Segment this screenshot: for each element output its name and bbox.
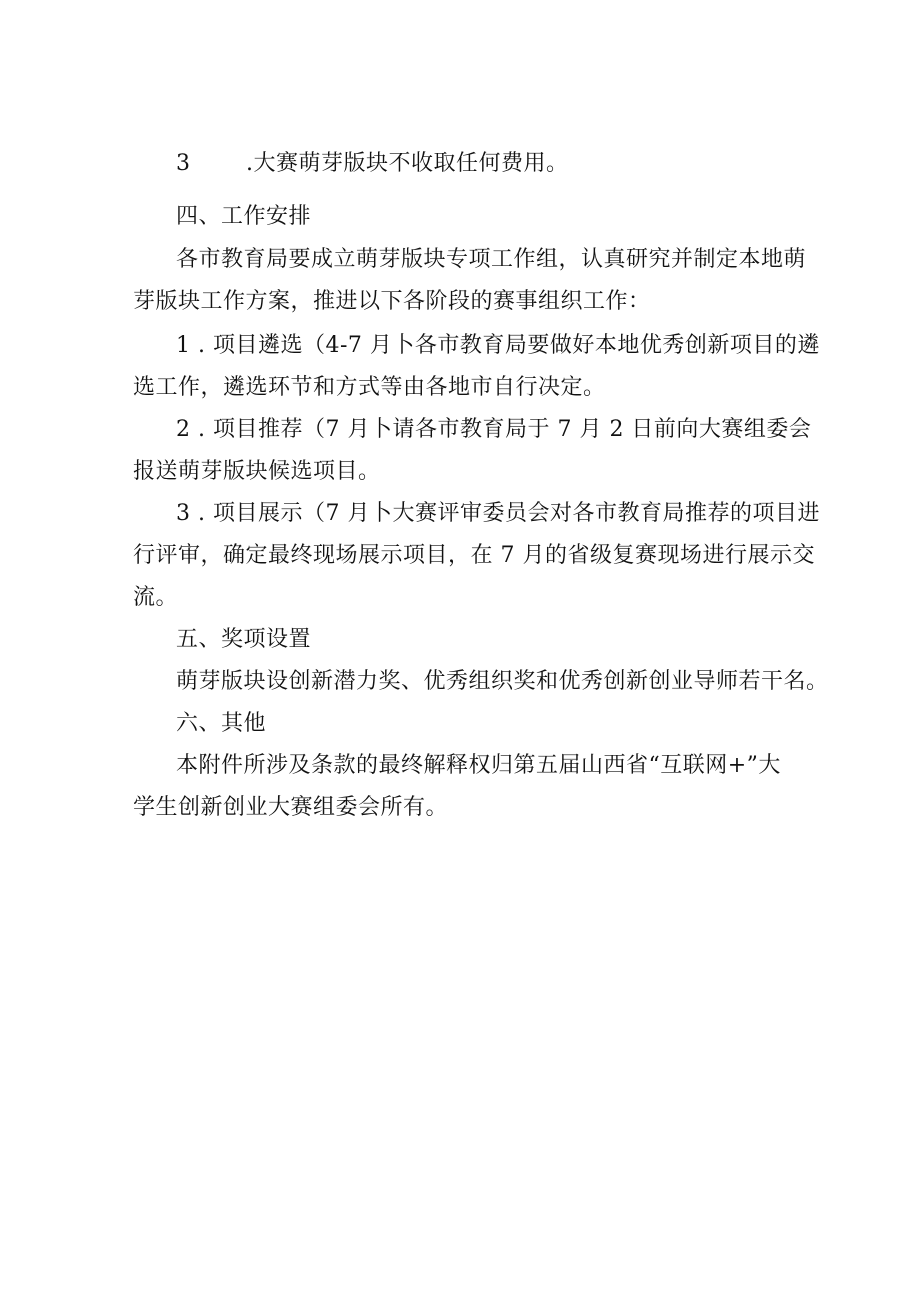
paragraph-line: 学生创新创业大赛组委会所有。 [133, 795, 449, 820]
fee-item-number: 3 [176, 151, 191, 176]
step-recommend-line: 报送萌芽版块候选项目。 [133, 459, 381, 484]
paragraph-line: 本附件所涉及条款的最终解释权归第五届山西省“互联网+”大 [176, 753, 781, 778]
section-heading-work-arrangement: 四、工作安排 [176, 204, 312, 229]
step-exhibit-line: 流。 [133, 585, 179, 610]
step-exhibit-line: 行评审，确定最终现场展示项目，在 7 月的省级复赛现场进行展示交 [133, 543, 815, 568]
step-selection-line: 1 . 项目遴选（4-7 月卜各市教育局要做好本地优秀创新项目的遴 [176, 333, 820, 358]
step-selection-line: 选工作，遴选环节和方式等由各地市自行决定。 [133, 375, 606, 400]
paragraph-line: 萌芽版块设创新潜力奖、优秀组织奖和优秀创新创业导师若干名。 [176, 669, 829, 694]
section-heading-other: 六、其他 [176, 711, 267, 736]
step-exhibit-line: 3 . 项目展示（7 月卜大赛评审委员会对各市教育局推荐的项目进 [176, 501, 820, 526]
fee-item-text: .大赛萌芽版块不收取任何费用。 [246, 151, 569, 176]
section-heading-awards: 五、奖项设置 [176, 627, 312, 652]
step-recommend-line: 2 . 项目推荐（7 月卜请各市教育局于 7 月 2 日前向大赛组委会 [176, 417, 812, 442]
fee-item [176, 149, 569, 179]
paragraph-line: 各市教育局要成立萌芽版块专项工作组，认真研究并制定本地萌 [176, 247, 807, 272]
paragraph-line: 芽版块工作方案，推进以下各阶段的赛事组织工作： [133, 289, 651, 314]
